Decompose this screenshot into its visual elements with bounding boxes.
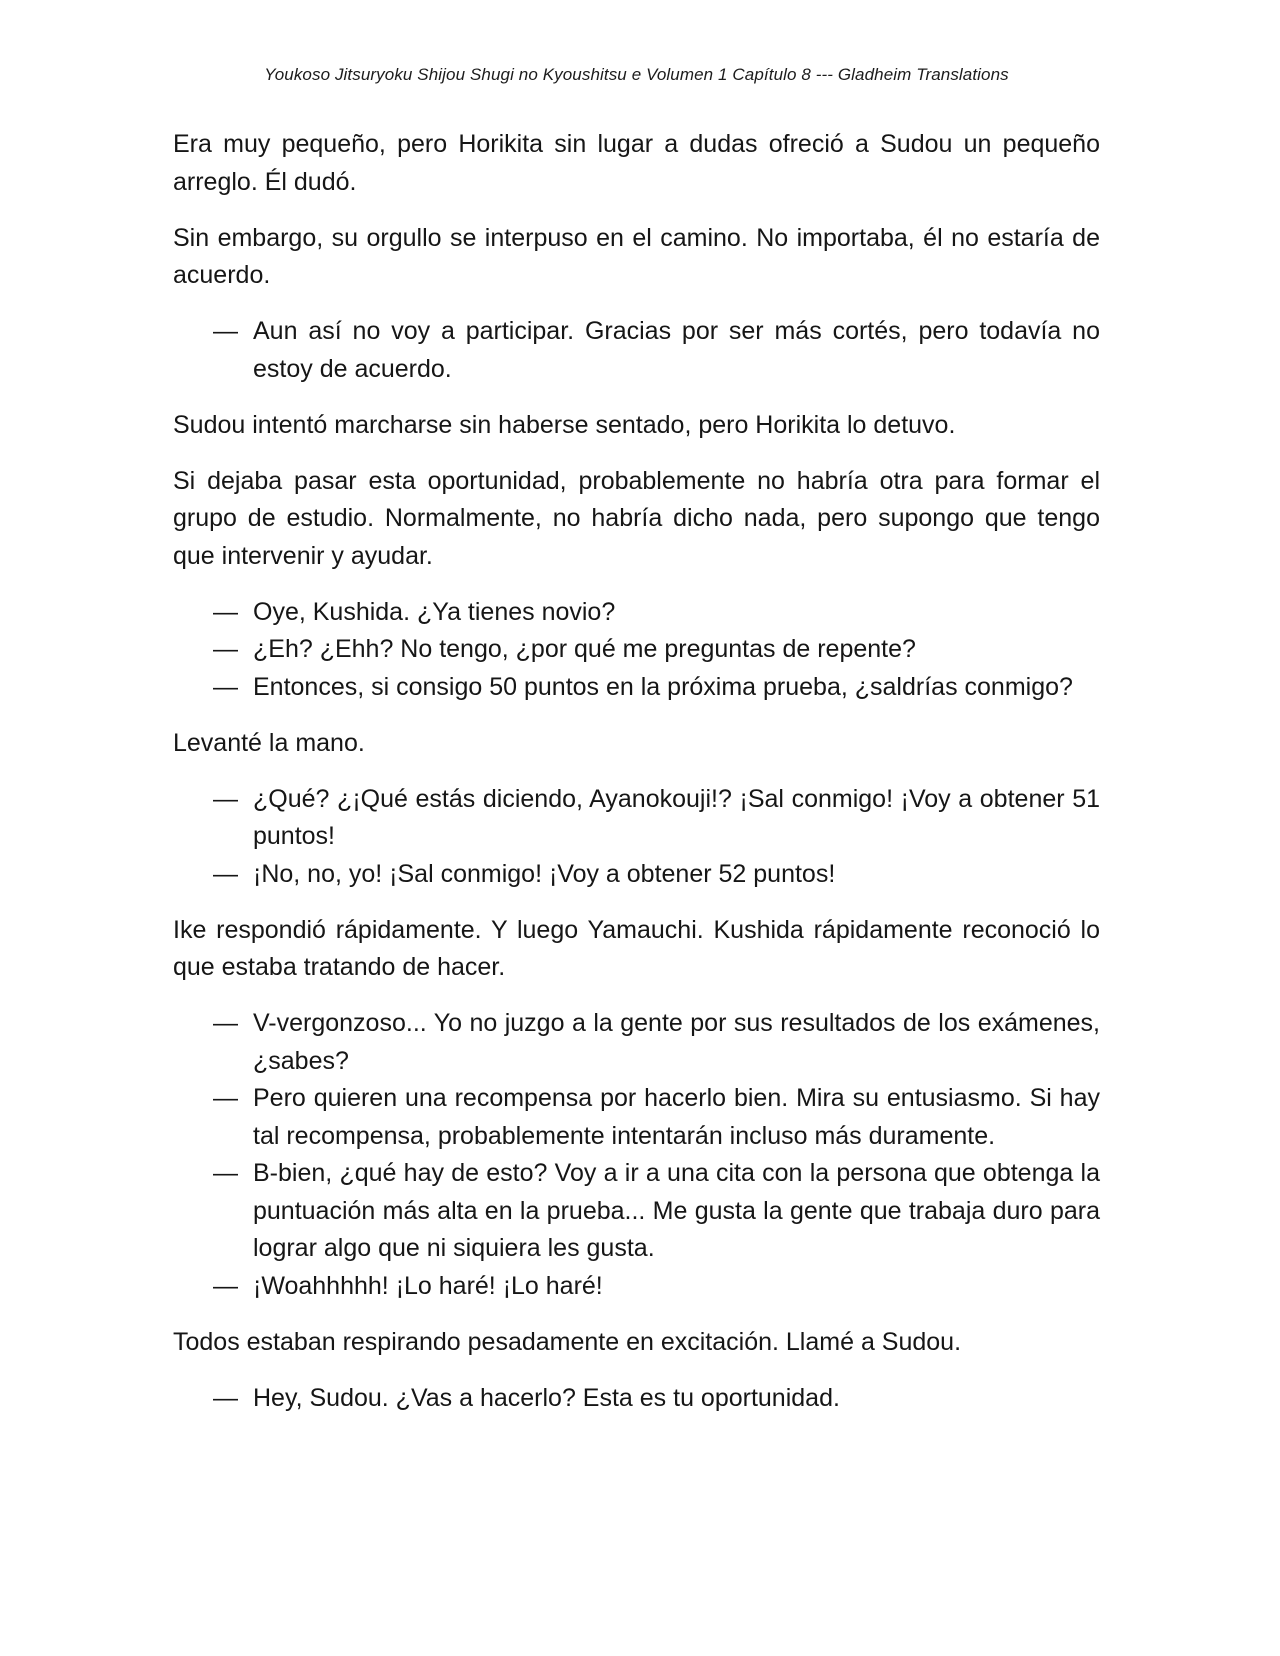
dialogue-group: [173, 1380, 1100, 1418]
dialogue-text: ¡No, no, yo! ¡Sal conmigo! ¡Voy a obtener 52 puntos!: [253, 859, 836, 888]
paragraph: Levanté la mano.: [173, 728, 365, 757]
em-dash-marker: —: [213, 1271, 238, 1300]
dialogue-group: [173, 781, 1100, 894]
em-dash-marker: —: [213, 1383, 238, 1412]
dialogue-line: [173, 1080, 1100, 1155]
dialogue-text: Entonces, si consigo 50 puntos en la próxima prueba, ¿saldrías conmigo?: [253, 672, 1073, 701]
dialogue-text: ¡Woahhhhh! ¡Lo haré! ¡Lo haré!: [253, 1271, 603, 1300]
dialogue-text: ¿Qué? ¿¡Qué estás diciendo, Ayanokouji!? ¡Sal conmigo! ¡Voy a obtener 51 puntos!: [253, 784, 1100, 850]
dialogue-text: Aun así no voy a participar. Gracias por ser más cortés, pero todavía no estoy de acuerdo.: [253, 317, 1100, 383]
dialogue-text: ¿Eh? ¿Ehh? No tengo, ¿por qué me preguntas de repente?: [253, 635, 916, 663]
dialogue-line: [173, 856, 1100, 894]
paragraph: Era muy pequeño, pero Horikita sin lugar a dudas ofreció a Sudou un pequeño arreglo. Él dudó.: [173, 130, 1100, 196]
dialogue-text: Oye, Kushida. ¿Ya tienes novio?: [253, 597, 616, 626]
dialogue-text: Hey, Sudou. ¿Vas a hacerlo? Esta es tu oportunidad.: [253, 1383, 840, 1412]
dialogue-text: V-vergonzoso... Yo no juzgo a la gente por sus resultados de los exámenes, ¿sabes?: [253, 1009, 1100, 1075]
paragraph: Sin embargo, su orgullo se interpuso en el camino. No importaba, él no estaría de acuerdo.: [173, 223, 1100, 289]
paragraph: Sudou intentó marcharse sin haberse sentado, pero Horikita lo detuvo.: [173, 410, 956, 439]
dialogue-line: [173, 1268, 1100, 1306]
dialogue-line: [173, 631, 1100, 669]
dialogue-line: [173, 594, 1100, 632]
dialogue-group: [173, 594, 1100, 707]
dialogue-line: [173, 669, 1100, 707]
em-dash-marker: —: [213, 1084, 238, 1112]
em-dash-marker: —: [213, 317, 238, 345]
paragraph: Ike respondió rápidamente. Y luego Yamauchi. Kushida rápidamente reconoció lo que estaba tratando de hacer.: [173, 915, 1100, 981]
dialogue-line: [173, 313, 1100, 388]
em-dash-marker: —: [213, 1159, 238, 1187]
em-dash-marker: —: [213, 597, 238, 626]
dialogue-line: [173, 1380, 1100, 1418]
dialogue-group: [173, 313, 1100, 388]
dialogue-text: Pero quieren una recompensa por hacerlo bien. Mira su entusiasmo. Si hay tal recompensa, probablemente intentarán incluso más duramente.: [253, 1084, 1100, 1150]
em-dash-marker: —: [213, 859, 238, 888]
em-dash-marker: —: [213, 635, 238, 663]
dialogue-text: B-bien, ¿qué hay de esto? Voy a ir a una cita con la persona que obtenga la puntuación más alta en la prueba... Me gusta la gente que trabaja duro para lograr algo que ni siquiera les gusta.: [253, 1159, 1100, 1262]
dialogue-line: [173, 1155, 1100, 1268]
em-dash-marker: —: [213, 672, 238, 701]
paragraph: Todos estaban respirando pesadamente en excitación. Llamé a Sudou.: [173, 1327, 962, 1356]
paragraph: Si dejaba pasar esta oportunidad, probablemente no habría otra para formar el grupo de estudio. Normalmente, no habría dicho nada, pero supongo que tengo que intervenir y ayudar.: [173, 466, 1100, 570]
dialogue-line: [173, 781, 1100, 856]
dialogue-group: [173, 1005, 1100, 1305]
page-header-title: Youkoso Jitsuryoku Shijou Shugi no Kyoushitsu e Volumen 1 Capítulo 8 --- Gladheim Translations: [264, 65, 1009, 84]
em-dash-marker: —: [213, 784, 238, 813]
dialogue-line: [173, 1005, 1100, 1080]
em-dash-marker: —: [213, 1009, 238, 1037]
